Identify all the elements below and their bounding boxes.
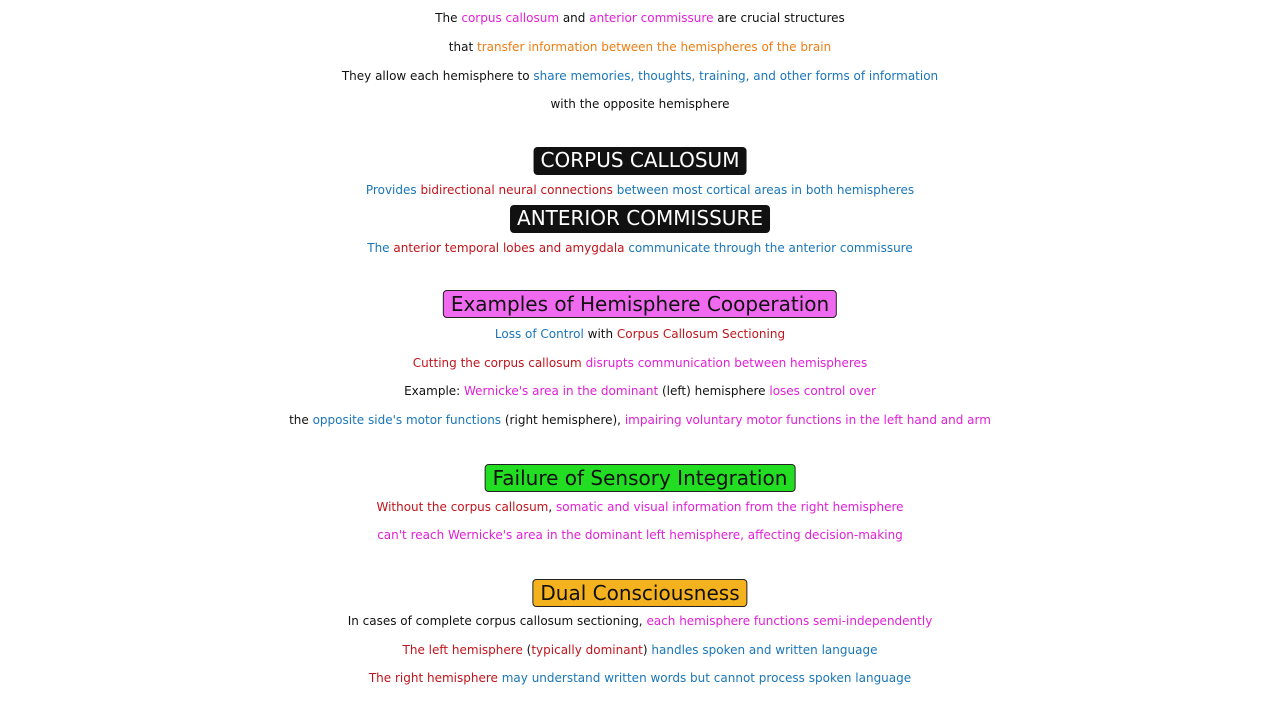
text-segment: are crucial structures [713, 11, 845, 25]
dual-line-3 [0, 664, 1280, 692]
text-segment: Provides [365, 183, 421, 197]
text-segment: the [289, 413, 313, 427]
text-segment: with [583, 327, 617, 341]
dual-line-1 [0, 607, 1280, 635]
text-segment: , [548, 500, 556, 514]
text-segment: (left) hemisphere [658, 384, 770, 398]
text-segment: can't reach Wernicke's area in the dominant left hemisphere, affecting decision-making [377, 528, 903, 542]
text-segment: communicate through the anterior commissure [624, 241, 913, 255]
anterior-commissure-line-1 [0, 234, 1280, 262]
text-segment: corpus callosum [461, 11, 560, 25]
text-segment: typically dominant [531, 643, 643, 657]
text-segment: In cases of complete corpus callosum sectioning, [347, 614, 647, 628]
text-segment: Loss of Control [494, 327, 584, 341]
text-segment: Corpus Callosum Sectioning [616, 327, 786, 341]
anterior-commissure-heading: ANTERIOR COMMISSURE [510, 205, 770, 233]
text-segment: share memories, thoughts, training, and other forms of information [533, 69, 939, 83]
text-segment: (right hemisphere), [501, 413, 625, 427]
text-segment: The [435, 11, 462, 25]
text-segment: each hemisphere functions semi-independently [646, 614, 933, 628]
intro-line-4 [0, 90, 1280, 118]
dual-line-2 [0, 636, 1280, 664]
intro-line-2 [0, 33, 1280, 61]
text-segment: may understand written words but cannot process spoken language [497, 671, 912, 685]
text-segment: between most cortical areas in both hemispheres [612, 183, 915, 197]
text-segment: that [448, 40, 477, 54]
cooperation-line-2 [0, 349, 1280, 377]
cooperation-heading: Examples of Hemisphere Cooperation [443, 290, 837, 318]
text-segment: anterior commissure [589, 11, 714, 25]
text-segment: transfer information between the hemispheres of the brain [476, 40, 832, 54]
text-segment: handles spoken and written language [651, 643, 878, 657]
text-segment: loses control over [769, 384, 876, 398]
sensory-heading: Failure of Sensory Integration [485, 464, 796, 492]
sensory-line-2 [0, 521, 1280, 549]
text-segment: Cutting the corpus callosum [412, 356, 582, 370]
intro-line-3 [0, 62, 1280, 90]
text-segment: with the opposite hemisphere [550, 97, 730, 111]
text-segment: bidirectional neural connections [420, 183, 613, 197]
sensory-line-1 [0, 493, 1280, 521]
text-segment: Example: [404, 384, 465, 398]
text-segment: disrupts communication between hemispheres [581, 356, 868, 370]
cooperation-line-4 [0, 406, 1280, 434]
corpus-callosum-heading: CORPUS CALLOSUM [534, 147, 747, 175]
text-segment: Without the corpus callosum [376, 500, 549, 514]
intro-line-1 [0, 4, 1280, 32]
dual-consciousness-heading: Dual Consciousness [532, 579, 747, 607]
text-segment: ( [522, 643, 532, 657]
cooperation-line-1 [0, 320, 1280, 348]
corpus-callosum-line-1 [0, 176, 1280, 204]
text-segment: They allow each hemisphere to [341, 69, 534, 83]
text-segment: impairing voluntary motor functions in the left hand and arm [624, 413, 991, 427]
text-segment: The left hemisphere [402, 643, 523, 657]
text-segment: Wernicke's area in the dominant [464, 384, 659, 398]
text-segment: anterior temporal lobes and amygdala [393, 241, 625, 255]
text-segment: and [559, 11, 590, 25]
text-segment: opposite side's motor functions [312, 413, 502, 427]
text-segment: ) [642, 643, 652, 657]
cooperation-line-3 [0, 377, 1280, 405]
text-segment: The right hemisphere [368, 671, 498, 685]
text-segment: somatic and visual information from the right hemisphere [556, 500, 904, 514]
text-segment: The [367, 241, 394, 255]
